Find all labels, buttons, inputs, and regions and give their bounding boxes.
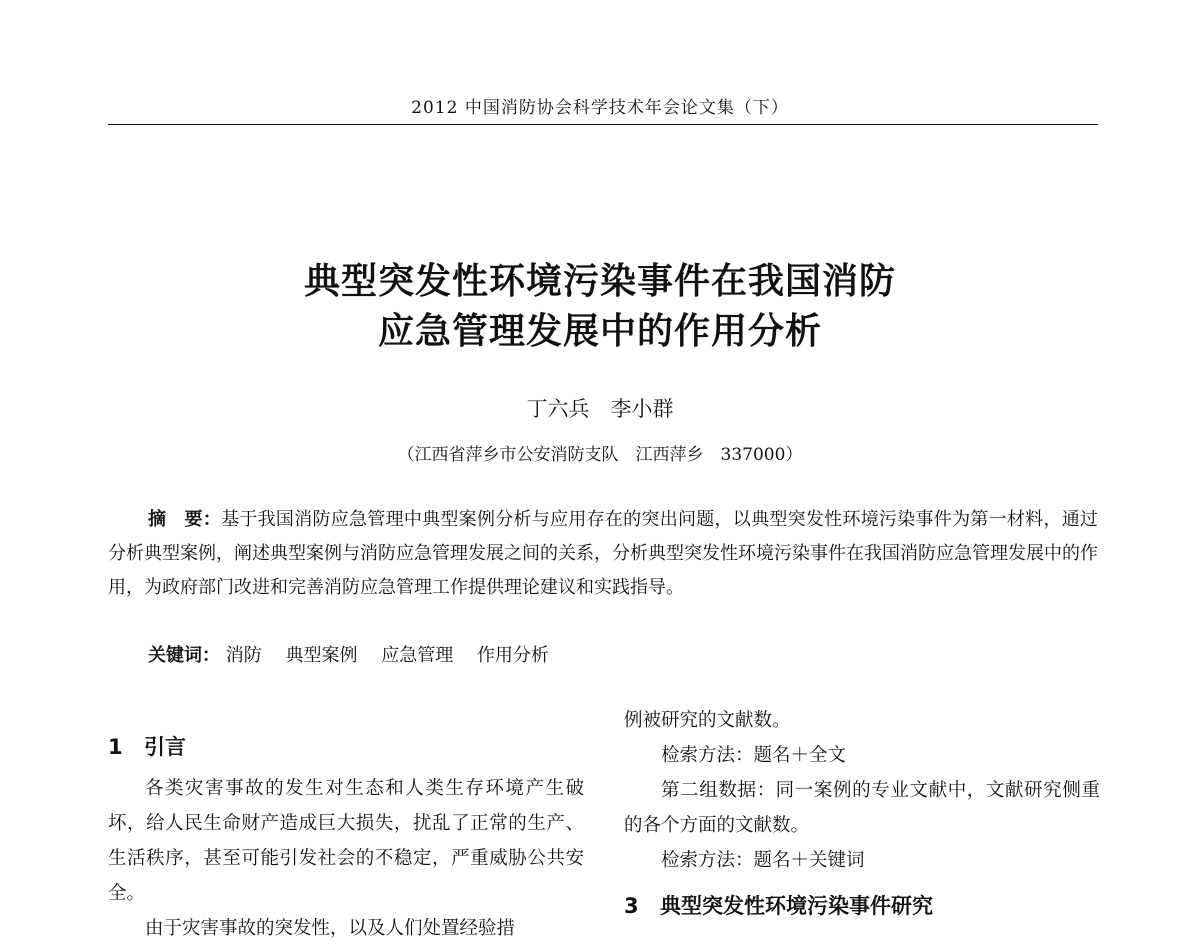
keywords-label: 关键词：: [148, 645, 220, 666]
paper-title-line-1: 典型突发性环境污染事件在我国消防: [303, 261, 896, 302]
abstract-text: 基于我国消防应急管理中典型案例分析与应用存在的突出问题，以典型突发性环境污染事件为第一材料，通过分析典型案例，阐述典型案例与消防应急管理发展之间的关系，分析典型突发性环境污染事件在我国消防应急管理发展中的作用，为政府部门改进和完善消防应急管理工作提供理论建议和实践指导。: [108, 509, 1099, 598]
section-number: 1: [108, 735, 123, 759]
paper-title-line-2: 应急管理发展中的作用分析: [377, 311, 822, 352]
section-number: 3: [624, 894, 639, 918]
right-column: [624, 703, 1100, 930]
abstract: [108, 503, 1098, 605]
left-column: [108, 723, 584, 946]
paragraph: 第二组数据：同一案例的专业文献中，文献研究侧重的各个方面的文献数。: [624, 780, 1100, 836]
section-title: 引言: [144, 735, 186, 759]
keyword: 消防: [225, 645, 262, 666]
paragraph: 各类灾害事故的发生对生态和人类生存环境产生破坏，给人民生命财产造成巨大损失，扰乱了正常的生产、生活秩序，甚至可能引发社会的不稳定，严重威胁公共安全。: [108, 778, 584, 904]
header-rule: [108, 124, 1098, 125]
section-heading-3: [624, 882, 1100, 930]
affiliation: （江西省萍乡市公安消防支队 江西萍乡 337000）: [397, 445, 803, 465]
keyword: 应急管理: [381, 645, 454, 666]
paragraph: 检索方法：题名＋全文: [661, 745, 847, 766]
keyword: 典型案例: [285, 645, 358, 666]
paragraph: 例被研究的文献数。: [624, 710, 791, 731]
keyword: 作用分析: [476, 645, 549, 666]
authors: 丁六兵 李小群: [526, 397, 674, 421]
section-title: 典型突发性环境污染事件研究: [660, 894, 933, 918]
paragraph: 由于灾害事故的突发性，以及人们处置经验措: [145, 918, 516, 939]
abstract-label: 摘 要：: [148, 509, 222, 530]
paragraph: 检索方法：题名＋关键词: [661, 850, 865, 871]
section-heading-introduction: [108, 723, 584, 771]
keywords: [148, 641, 1098, 667]
running-header: 2012 中国消防协会科学技术年会论文集（下）: [411, 98, 789, 118]
